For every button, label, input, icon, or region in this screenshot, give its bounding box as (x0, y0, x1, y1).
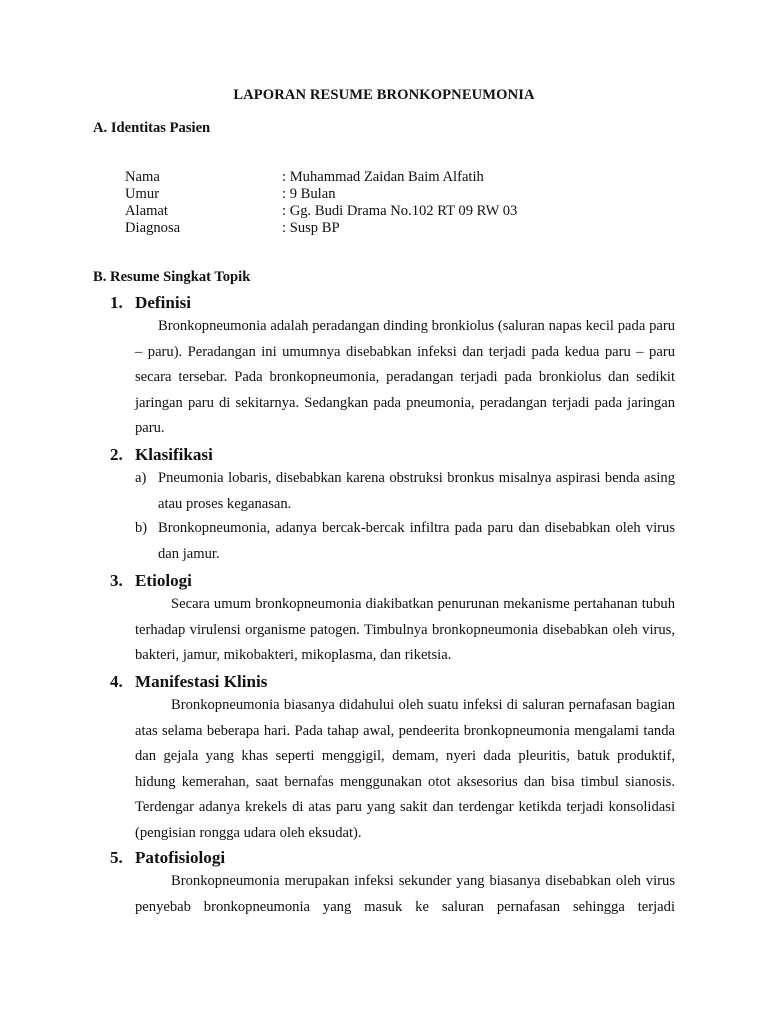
subsection-number: 4. (110, 672, 123, 691)
document-title: LAPORAN RESUME BRONKOPNEUMONIA (233, 87, 535, 103)
subsection-title: Definisi (135, 293, 191, 312)
manifestasi-paragraph: Bronkopneumonia biasanya didahului oleh suatu infeksi di saluran pernafasan bagian atas selama beberapa hari. Pada tahap awal, pendeerita bronkopneumonia mengalami tanda dan gejala yang khas seperti menggigil, demam, nyeri dada pleuritis, batuk produktif, hidung kemerahan, saat bernafas menggunakan otot aksesorius dan bisa timbul sianosis. Terdengar adanya krekels di atas paru yang sakit dan terdengar ketikda terjadi konsolidasi (pengisian rongga udara oleh eksudat). (135, 697, 675, 841)
identity-value: : 9 Bulan (282, 186, 336, 202)
list-marker: b) (135, 520, 148, 536)
identity-value: : Susp BP (282, 220, 340, 236)
identity-label: Nama (125, 169, 160, 185)
identity-row-diagnosis (125, 220, 517, 237)
subsection-heading-manifestasi (110, 672, 267, 692)
subsection-heading-klasifikasi (110, 445, 213, 465)
subsection-title: Klasifikasi (135, 445, 213, 464)
subsection-title: Patofisiologi (135, 848, 226, 867)
identity-label: Umur (125, 186, 160, 202)
subsection-title: Manifestasi Klinis (135, 672, 268, 691)
definisi-paragraph: Bronkopneumonia adalah peradangan dinding bronkiolus (saluran napas kecil pada paru – paru). Peradangan ini umumnya disebabkan infeksi dan terjadi pada kedua paru – paru secara tersebar. Pada bronkopneumonia, peradangan terjadi pada bronkiolus dan sedikit jaringan paru di sekitarnya. Sedangkan pada pneumonia, peradangan terjadi pada jaringan paru. (135, 318, 675, 437)
identity-value: : Gg. Budi Drama No.102 RT 09 RW 03 (282, 203, 518, 219)
subsection-number: 2. (110, 445, 123, 464)
list-marker: a) (135, 470, 147, 486)
identity-row-age (125, 186, 517, 203)
section-b-heading: B. Resume Singkat Topik (93, 269, 251, 285)
klasifikasi-item-b (135, 516, 675, 567)
etiologi-paragraph: Secara umum bronkopneumonia diakibatkan penurunan mekanisme pertahanan tubuh terhadap virulensi organisme patogen. Timbulnya bronkopneumonia disebabkan oleh virus, bakteri, jamur, mikobakteri, mikoplasma, dan riketsia. (135, 596, 675, 664)
identity-row-address (125, 203, 517, 220)
subsection-heading-patofisiologi (110, 848, 225, 868)
subsection-number: 1. (110, 293, 123, 312)
patient-identity-table (125, 169, 517, 237)
subsection-number: 3. (110, 571, 123, 590)
subsection-heading-definisi (110, 293, 191, 313)
section-a-heading: A. Identitas Pasien (93, 120, 211, 136)
identity-label: Alamat (125, 203, 168, 219)
identity-label: Diagnosa (125, 220, 181, 236)
klasifikasi-item-a (135, 466, 675, 517)
subsection-number: 5. (110, 848, 123, 867)
list-item-text: Pneumonia lobaris, disebabkan karena obstruksi bronkus misalnya aspirasi benda asing atau proses keganasan. (158, 470, 675, 512)
subsection-heading-etiologi (110, 571, 192, 591)
identity-row-name (125, 169, 517, 186)
subsection-title: Etiologi (135, 571, 192, 590)
patofisiologi-paragraph: Bronkopneumonia merupakan infeksi sekunder yang biasanya disebabkan oleh virus penyebab bronkopneumonia yang masuk ke saluran pernafasan sehingga terjadi (135, 873, 675, 915)
list-item-text: Bronkopneumonia, adanya bercak-bercak infiltra pada paru dan disebabkan oleh virus dan jamur. (158, 520, 675, 562)
identity-value: : Muhammad Zaidan Baim Alfatih (282, 169, 484, 185)
